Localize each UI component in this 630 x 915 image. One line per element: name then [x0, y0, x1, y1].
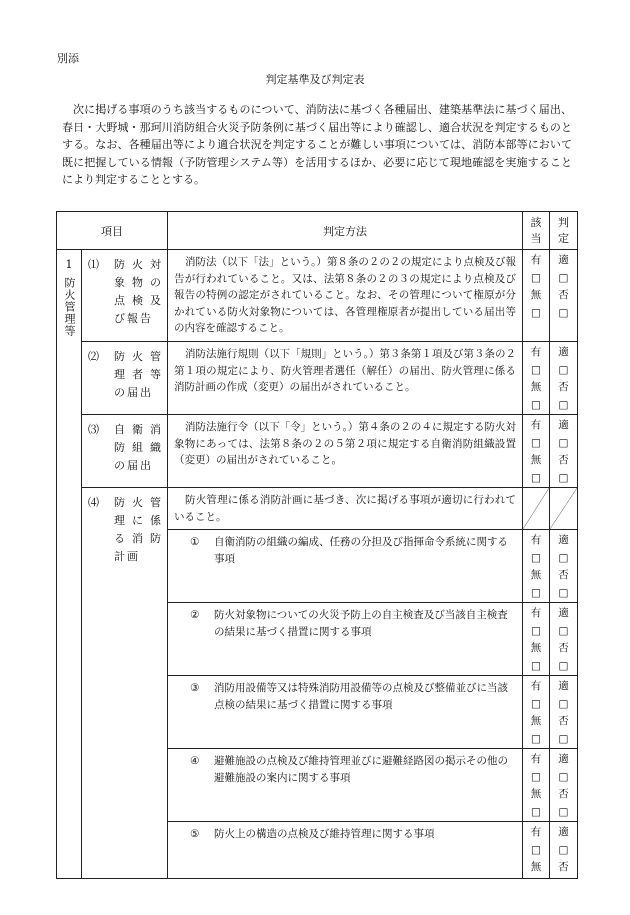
applicable-cell [523, 822, 550, 879]
mark-no: 無 [530, 715, 542, 727]
checkbox-pass[interactable]: □ [558, 363, 569, 376]
mark-pass: 適 [558, 419, 569, 431]
mark-pass: 適 [558, 534, 569, 546]
item-cell [82, 415, 168, 488]
sub-text: 避難施設の点検及び維持管理並びに避難経路図の掲示その他の避難施設の案内に関する事項 [214, 755, 508, 784]
method-cell [168, 749, 523, 822]
item-number: ⑴ [88, 258, 99, 271]
judgment-table [56, 211, 578, 879]
mark-no: 無 [530, 569, 542, 581]
checkbox-no[interactable]: □ [531, 732, 541, 745]
mark-no: 無 [530, 788, 542, 800]
checkbox-pass[interactable]: □ [558, 551, 569, 564]
checkbox-yes[interactable]: □ [531, 363, 541, 376]
item-cell [82, 250, 168, 342]
mark-no: 無 [530, 861, 542, 873]
mark-no: 無 [530, 642, 542, 654]
sub-number: ⑤ [190, 828, 200, 840]
intro-paragraph: 次に掲げる事項のうち該当するものについて、消防法に基づく各種届出、建築基準法に基づく届出、春日・大野城・那珂川消防組合火災予防条例に基づく届出等により確認し、適合状況を判定するものとする。なお、各種届出等により適合状況を判定することが難しい事項については、消防本部等において既に把握している情報（予防管理システム等）を活用するほか、必要に応じて現地確認を実施することにより判定することとする。 [62, 103, 572, 186]
checkbox-fail[interactable]: □ [558, 659, 569, 672]
applicable-cell [523, 530, 550, 603]
checkbox-no[interactable]: □ [531, 586, 541, 599]
item-number: ⑷ [88, 496, 99, 509]
checkbox-no[interactable]: □ [531, 306, 541, 319]
diagonal-slash [550, 488, 577, 529]
category-label: 防火管理等 [63, 277, 76, 337]
item-label: 防火管理に係る消防計画 [114, 496, 163, 563]
mark-yes: 有 [530, 346, 542, 358]
method-cell [168, 676, 523, 749]
sub-text: 防火対象物についての火災予防上の自主検査及び当該自主検査の結果に基づく措置に関する事項 [214, 609, 508, 638]
checkbox-yes[interactable]: □ [531, 843, 541, 856]
mark-pass: 適 [558, 607, 569, 619]
method-cell [168, 822, 523, 879]
document-title: 判定基準及び判定表 [265, 73, 365, 86]
header-method: 判定方法 [168, 212, 523, 250]
not-applicable-cell [523, 488, 550, 530]
sub-number: ① [190, 536, 200, 548]
checkbox-fail[interactable]: □ [558, 586, 569, 599]
judgment-cell [550, 676, 578, 749]
mark-no: 無 [530, 381, 542, 393]
checkbox-pass[interactable]: □ [558, 436, 569, 449]
checkbox-fail[interactable]: □ [558, 398, 569, 411]
header-item: 項目 [57, 212, 168, 250]
method-cell [168, 250, 523, 342]
applicable-cell [523, 749, 550, 822]
method-text: 消防法施行規則（以下「規則」という。）第３条第１項及び第３条の２第１項の規定により、防火管理者選任（解任）の届出、防火管理に係る消防計画の作成（変更）の届出がされていること。 [174, 348, 516, 393]
item-label: 防火対象物の点検及び報告 [114, 258, 163, 325]
item-number: ⑶ [88, 423, 99, 436]
applicable-cell [523, 342, 550, 415]
checkbox-no[interactable]: □ [531, 471, 541, 484]
mark-fail: 否 [558, 454, 569, 466]
mark-pass: 適 [558, 826, 569, 838]
mark-yes: 有 [530, 254, 542, 266]
sub-number: ③ [190, 682, 200, 694]
mark-yes: 有 [530, 753, 542, 765]
method-text: 防火管理に係る消防計画に基づき、次に掲げる事項が適切に行われていること。 [174, 494, 516, 523]
table-row [57, 488, 578, 530]
item-label: 自衛消防組織の届出 [114, 423, 163, 472]
mark-pass: 適 [558, 753, 569, 765]
checkbox-yes[interactable]: □ [531, 697, 541, 710]
table-row [57, 342, 578, 415]
applicable-cell [523, 603, 550, 676]
diagonal-slash [523, 488, 549, 529]
checkbox-no[interactable]: □ [531, 659, 541, 672]
judgment-cell [550, 342, 578, 415]
method-cell [168, 530, 523, 603]
checkbox-yes[interactable]: □ [531, 551, 541, 564]
judgment-cell [550, 250, 578, 342]
applicable-cell [523, 250, 550, 342]
checkbox-fail[interactable]: □ [558, 471, 569, 484]
mark-pass: 適 [558, 254, 569, 266]
sub-text: 消防用設備等又は特殊消防用設備等の点検及び整備並びに当該点検の結果に基づく措置に関する事項 [214, 682, 508, 711]
attachment-label: 別添 [57, 52, 79, 65]
applicable-cell [523, 676, 550, 749]
checkbox-fail[interactable]: □ [558, 732, 569, 745]
sub-text: 防火上の構造の点検及び維持管理に関する事項 [214, 828, 435, 840]
mark-yes: 有 [530, 419, 542, 431]
not-applicable-cell [550, 488, 578, 530]
judgment-cell [550, 749, 578, 822]
method-cell [168, 603, 523, 676]
item-number: ⑵ [88, 350, 99, 363]
mark-fail: 否 [558, 289, 569, 301]
mark-yes: 有 [530, 534, 542, 546]
mark-fail: 否 [558, 569, 569, 581]
checkbox-pass[interactable]: □ [558, 697, 569, 710]
table-row [57, 415, 578, 488]
checkbox-no[interactable]: □ [531, 805, 541, 818]
header-judgment: 判定 [550, 212, 578, 250]
mark-fail: 否 [558, 381, 569, 393]
mark-fail: 否 [558, 642, 569, 654]
judgment-cell [550, 603, 578, 676]
checkbox-fail[interactable]: □ [558, 805, 569, 818]
checkbox-no[interactable]: □ [531, 398, 541, 411]
mark-fail: 否 [558, 788, 569, 800]
item-cell [82, 488, 168, 879]
mark-yes: 有 [530, 607, 542, 619]
method-text: 消防法施行令（以下「令」という。）第４条の２の４に規定する防火対象物にあっては、法第８条の２の５第２項に規定する自衛消防組織設置（変更）の届出がされていること。 [174, 421, 516, 466]
checkbox-fail[interactable]: □ [558, 306, 569, 319]
mark-yes: 有 [530, 826, 542, 838]
sub-number: ② [190, 609, 200, 621]
mark-no: 無 [530, 454, 542, 466]
mark-fail: 否 [558, 715, 569, 727]
checkbox-pass[interactable]: □ [558, 624, 569, 637]
item-label: 防火管理者等の届出 [114, 350, 163, 399]
sub-text: 自衛消防の組織の編成、任務の分担及び指揮命令系統に関する事項 [214, 536, 508, 565]
category-number: 1 [65, 258, 73, 271]
checkbox-pass[interactable]: □ [558, 271, 569, 284]
judgment-cell [550, 415, 578, 488]
applicable-cell [523, 415, 550, 488]
judgment-cell [550, 822, 578, 879]
mark-fail: 否 [558, 861, 569, 873]
mark-pass: 適 [558, 346, 569, 358]
item-cell [82, 342, 168, 415]
mark-pass: 適 [558, 680, 569, 692]
checkbox-yes[interactable]: □ [531, 436, 541, 449]
checkbox-pass[interactable]: □ [558, 770, 569, 783]
checkbox-yes[interactable]: □ [531, 624, 541, 637]
header-applicable: 該当 [523, 212, 550, 250]
method-cell [168, 415, 523, 488]
table-row [57, 250, 578, 342]
judgment-cell [550, 530, 578, 603]
category-cell [57, 250, 82, 879]
header-row [57, 212, 578, 250]
checkbox-pass[interactable]: □ [558, 843, 569, 856]
sub-number: ④ [190, 755, 200, 767]
checkbox-yes[interactable]: □ [531, 271, 541, 284]
mark-no: 無 [530, 289, 542, 301]
mark-yes: 有 [530, 680, 542, 692]
method-text: 消防法（以下「法」という。）第８条の２の２の規定により点検及び報告が行われていること。又は、法第８条の２の３の規定により点検及び報告の特例の認定がされていること。なお、その管理について権原が分かれている防火対象物については、各管理権原者が提出している届出等の内容を確認すること。 [174, 256, 516, 334]
checkbox-yes[interactable]: □ [531, 770, 541, 783]
method-cell [168, 342, 523, 415]
method-cell [168, 488, 523, 530]
